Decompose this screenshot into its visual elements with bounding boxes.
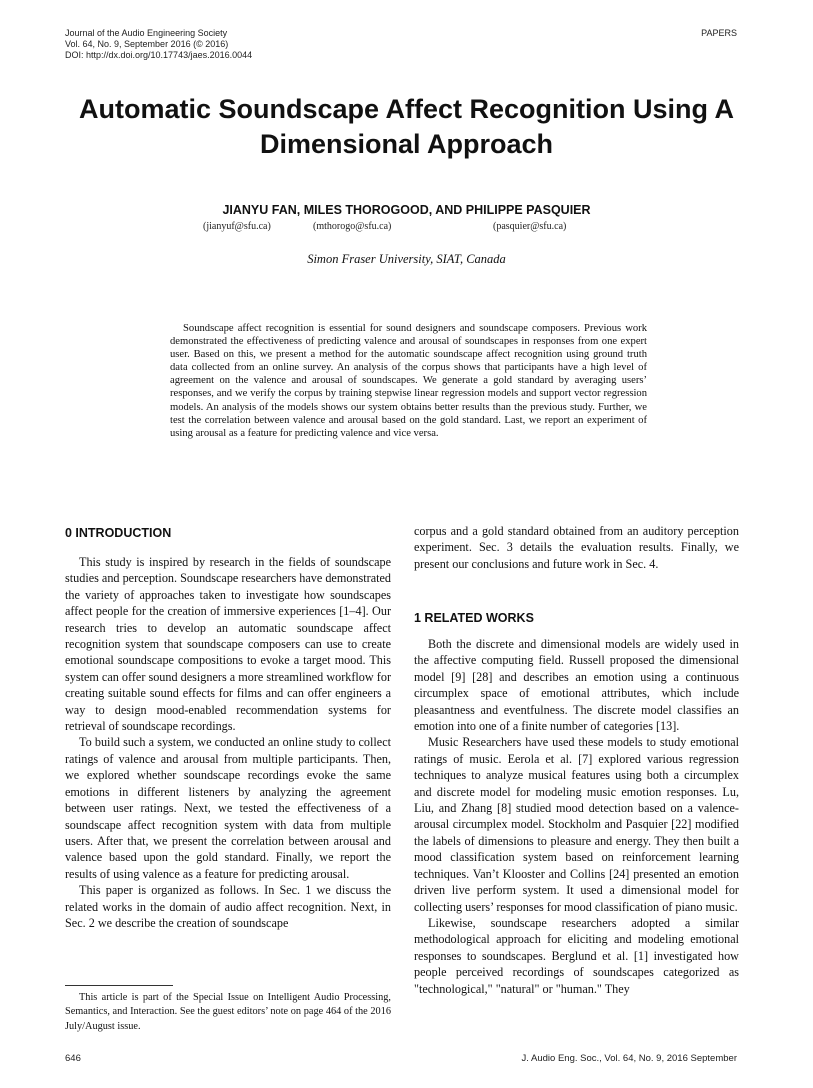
paragraph: This paper is organized as follows. In Sec. 1 we discuss the related works in the domain of audio affect recognition. Next, in Sec. 2 we describe the creation of soundscape <box>65 883 391 930</box>
paragraph: This study is inspired by research in the fields of soundscape studies and perception. Soundscape researchers have demonstrated the variety of approaches taken to investigate how soundscapes affect people for the creation of immersive experiences [1–4]. Our research tries to develop an automatic soundscape affect recognition system that soundscape composers can use to create emotional soundscape compositions to evoke a target mood. This system can offer sound designers a more streamlined workflow for creating suitable sound effects for films and can offer engineers a way to design mood-enabled recommendation systems for retrieval of soundscape recordings. <box>65 555 391 734</box>
paper-title <box>40 92 773 162</box>
right-column-top <box>414 523 739 572</box>
paragraph: To build such a system, we conducted an online study to collect ratings of valence and arousal from multiple participants. Then, we explored whether soundscape recordings evoke the same emotions in different listeners by analyzing the agreement between user ratings. Next, we tested the effectiveness of a soundscape affect recognition system with data from multiple users. After that, we present the correlation between arousal and valence based upon the gold standard. Finally, we report the results of using valence as a feature for predicting arousal. <box>65 735 391 881</box>
abstract-text: Soundscape affect recognition is essential for sound designers and soundscape composers. Previous work demonstrated the effectiveness of predicting valence and arousal of soundscapes in responses from one expert user. Based on this, we present a method for the automatic soundscape affect recognition using ground truth data collected from an online survey. An analysis of the corpus shows that participants have a high level of agreement on the valence and arousal of soundscapes. We generate a gold standard by averaging users’ responses, and we verify the corpus by training stepwise linear regression models and support vector regression models. An analysis of the models shows our system obtains better results than the previous study. Further, we test the correlation between valence and arousal based on the gold standard. Last, we report an experiment of using arousal as a feature for predicting valence and vice versa. <box>170 323 647 439</box>
doi-link[interactable]: DOI: http://dx.doi.org/10.17743/jaes.2016.0044 <box>65 50 253 60</box>
volume-info: Vol. 64, No. 9, September 2016 (© 2016) <box>65 39 229 49</box>
footnote-rule <box>65 985 173 986</box>
right-column <box>414 636 739 997</box>
paragraph: Likewise, soundscape researchers adopted a similar methodological approach for eliciting and modeling emotional responses to soundscapes. Berglund et al. [1] investigated how people perceived recordings of soundscapes categorized as "technological," "natural" or "human." They <box>414 915 739 996</box>
section-heading-related-works: 1 RELATED WORKS <box>414 611 534 625</box>
affiliation: Simon Fraser University, SIAT, Canada <box>307 252 506 266</box>
author-email-1[interactable]: (jianyuf@sfu.ca) <box>203 221 271 232</box>
title-line-2: Dimensional Approach <box>259 129 554 159</box>
running-header <box>65 28 252 61</box>
left-column <box>65 554 391 931</box>
title-line-1: Automatic Soundscape Affect Recognition Using A <box>78 94 735 124</box>
author-names: JIANYU FAN, MILES THOROGOOD, AND PHILIPPE PASQUIER <box>222 203 591 217</box>
journal-name: Journal of the Audio Engineering Society <box>65 28 228 38</box>
footer-citation: J. Audio Eng. Soc., Vol. 64, No. 9, 2016 September <box>521 1053 737 1064</box>
footnote <box>65 991 391 1034</box>
section-heading-introduction: 0 INTRODUCTION <box>65 526 172 540</box>
section-label: PAPERS <box>701 28 737 38</box>
abstract <box>170 322 647 440</box>
author-email-2[interactable]: (mthorogo@sfu.ca) <box>313 221 392 232</box>
author-email-3[interactable]: (pasquier@sfu.ca) <box>493 221 567 232</box>
paragraph: Both the discrete and dimensional models are widely used in the affective computing field. Russell proposed the dimensional model [9] [28] and describes an emotion using a continuous circumplex space of emotional attributes, which include pleasantness and eventfulness. The discrete model classifies an emotion into one of a finite number of categories [13]. <box>414 637 739 734</box>
footnote-text: This article is part of the Special Issue on Intelligent Audio Processing, Semantics, and Interaction. See the guest editors’ note on page 464 of the 2016 July/August issue. <box>65 992 391 1032</box>
page-number: 646 <box>65 1053 81 1064</box>
paragraph-continued: corpus and a gold standard obtained from an auditory perception experiment. Sec. 3 details the evaluation results. Finally, we present our conclusions and future work in Sec. 4. <box>414 524 739 571</box>
paragraph: Music Researchers have used these models to study emotional ratings of music. Eerola et al. [7] explored various regression techniques to analyze musical features using both a circumplex and discrete model for modeling music emotion responses. Lu, Liu, and Zhang [8] studied mood detection based on a valence-arousal circumplex model. Stockholm and Pasquier [22] modified the labels of dimensions to pleasure and energy. They then built a mood classification system based on reinforcement learning techniques. Van’t Klooster and Collins [24] presented an emotion driven live perform system. It used a dimensional model for collecting users’ responses for mood classification of piano music. <box>414 735 739 914</box>
